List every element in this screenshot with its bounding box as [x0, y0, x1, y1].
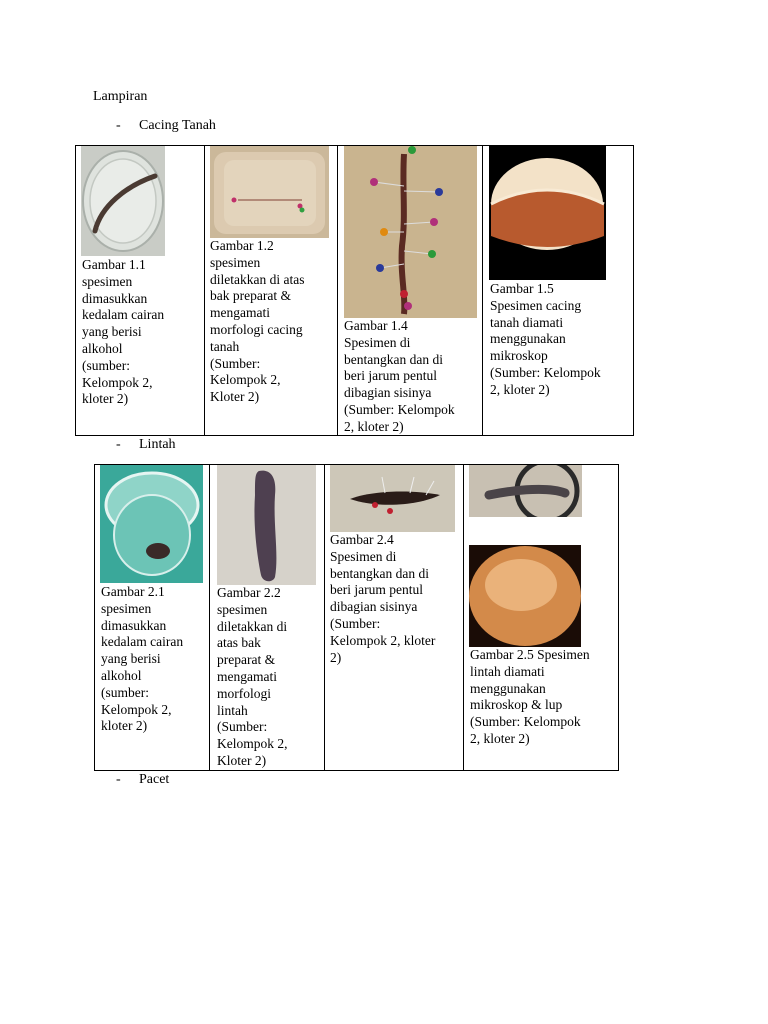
photo-leech-on-tray — [217, 465, 316, 585]
caption-gambar-2-1: Gambar 2.1 spesimen dimasukkan kedalam cairan yang berisi alkohol (sumber: Kelompok 2, kloter 2) — [101, 584, 184, 734]
caption-gambar-1-2: Gambar 1.2 spesimen diletakkan di atas bak preparat & mengamati morfologi cacing tanah (Sumber: Kelompok 2, Kloter 2) — [210, 238, 305, 405]
photo-earthworm-on-tray — [210, 146, 329, 238]
caption-gambar-2-5: Gambar 2.5 Spesimen lintah diamati menggunakan mikroskop & lup (Sumber: Kelompok 2, kloter 2) — [470, 647, 590, 746]
photo-leech-magnifier — [469, 465, 582, 517]
section-label-lintah: Lintah — [139, 437, 176, 452]
page-heading: Lampiran — [93, 89, 148, 104]
photo-earthworm-microscope — [489, 146, 606, 280]
section-bullet: - — [116, 118, 121, 133]
photo-earthworm-in-alcohol — [81, 146, 165, 256]
caption-gambar-2-2: Gambar 2.2 spesimen diletakkan di atas bak preparat & mengamati morfologi lintah (Sumber: Kelompok 2, Kloter 2) — [217, 585, 288, 768]
section-bullet: - — [116, 437, 121, 452]
caption-gambar-1-1: Gambar 1.1 spesimen dimasukkan kedalam cairan yang berisi alkohol (sumber: Kelompok 2, kloter 2) — [82, 257, 165, 407]
section-label-pacet: Pacet — [139, 772, 170, 787]
photo-leech-microscope — [469, 545, 581, 647]
section-bullet: - — [116, 772, 121, 787]
caption-gambar-2-4: Gambar 2.4 Spesimen di bentangkan dan di beri jarum pentul dibagian sisinya (Sumber: Kelompok 2, kloter 2) — [330, 532, 436, 665]
photo-leech-in-alcohol — [100, 465, 203, 583]
caption-gambar-1-4: Gambar 1.4 Spesimen di bentangkan dan di beri jarum pentul dibagian sisinya (Sumber: Kelompok 2, kloter 2) — [344, 318, 455, 434]
photo-leech-pinned — [330, 465, 455, 532]
section-label-cacing-tanah: Cacing Tanah — [139, 118, 216, 133]
photo-earthworm-pinned — [344, 146, 477, 318]
caption-gambar-1-5: Gambar 1.5 Spesimen cacing tanah diamati menggunakan mikroskop (Sumber: Kelompok 2, kloter 2) — [490, 281, 601, 397]
